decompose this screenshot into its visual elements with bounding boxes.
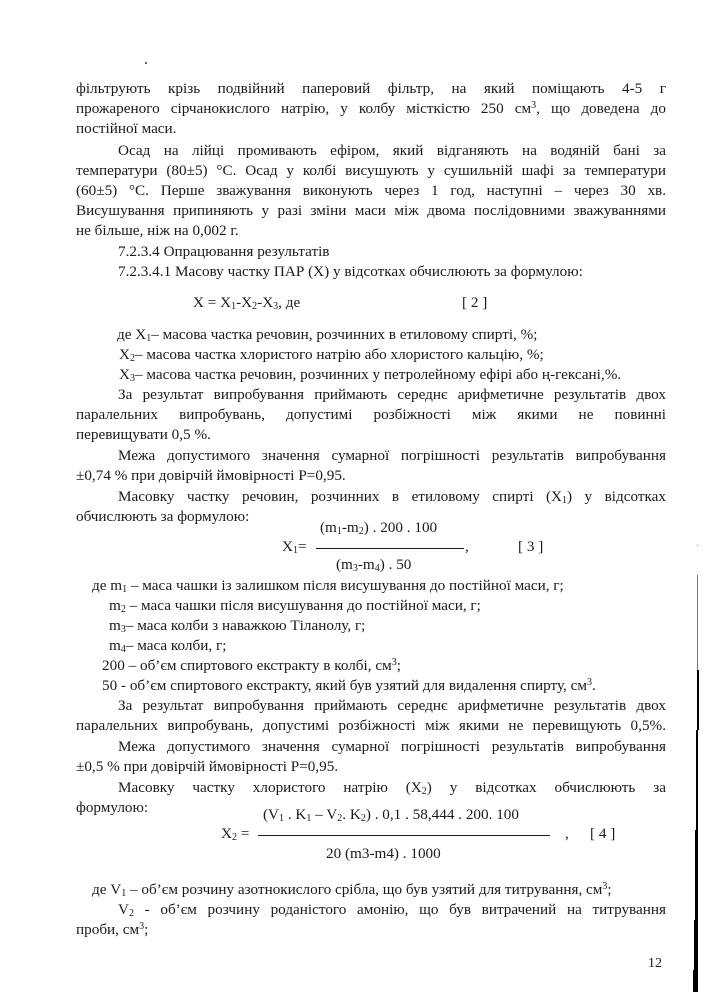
formula-2: $Х = Х_1-Х_2-Х_3$, де xyxy=(193,294,301,312)
fraction-bar xyxy=(258,835,550,836)
definition-m1: де $m_1$ – маса чашки із залишком після висушування до постійної маси, г; xyxy=(92,577,564,595)
text-line: 7.2.3.4.1 Масову частку ПАР (Х) у відсотках обчислюють за формулою: xyxy=(118,263,583,280)
scan-edge-shadow xyxy=(693,970,698,992)
definition-v2: $V_2$ - об’єм розчину роданістого амонію, що був витрачений на титрування xyxy=(118,901,667,919)
text-line: не більше, ніж на 0,002 г. xyxy=(76,222,239,239)
definition-50: 50 - об’єм спиртового екстракту, який був узятий для видалення спирту, $см^3$. xyxy=(102,677,596,694)
text-line: формулою: xyxy=(76,799,149,816)
formula-3-numerator: $(m_1-m_2)$ . 200 . 100 xyxy=(320,519,438,537)
text-line: температури (80±5) °С. Осад у колбі висушують у сушильній шафі за температури xyxy=(76,162,666,179)
fraction-bar xyxy=(316,548,464,549)
text-line: ±0,5 % при довірчій ймовірності Р=0,95. xyxy=(76,758,339,775)
formula-4-denominator: 20 (m3-m4) . 1000 xyxy=(326,845,441,862)
scan-edge-line xyxy=(697,575,698,670)
scan-edge-shadow xyxy=(694,920,698,970)
formula-4-numerator: ($V_1$ . $K_1 - V_2$. $K_2$) . 0,1 . 58,444 . 200. 100 xyxy=(263,806,519,824)
definition-m3: $m_3-$ маса колби з наважкою Тіланолу, г; xyxy=(109,617,366,635)
text-line: Масовку частку речовин, розчинних в етиловому спирті $(Х_1)$ у відсотках xyxy=(118,488,666,506)
formula-4-lhs: $Х_2$ = xyxy=(221,825,250,843)
text-line: Межа допустимого значення сумарної погрішності результатів випробування xyxy=(118,738,666,755)
definition-v1: де $V_1$ – об’єм розчину азотнокислого срібла, що був узятий для титрування, $см^3$; xyxy=(92,881,612,899)
formula-3-lhs: $Х_1=$ xyxy=(282,538,307,556)
section-heading: 7.2.3.4 Опрацювання результатів xyxy=(118,243,330,260)
text-line: паралельних випробувань, допустимі розбіжності між якими не повинні xyxy=(76,406,666,423)
formula-2-label: [ 2 ] xyxy=(462,294,488,311)
definition-x1: де $Х_1-$ масова частка речовин, розчинних в етиловому спирті, %; xyxy=(117,326,538,344)
scan-edge-speck xyxy=(697,545,698,546)
text-line: ±0,74 % при довірчій ймовірності Р=0,95. xyxy=(76,467,346,484)
definition-x2: $Х_2-$ масова частка хлористого натрію або хлористого кальцію, %; xyxy=(119,346,544,364)
text-line: постійної маси. xyxy=(76,120,177,137)
text-line: обчислюють за формулою: xyxy=(76,508,250,525)
definition-x3: $Х_3-$ масова частка речовин, розчинних у петролейному ефірі або ң-гексані,%. xyxy=(119,366,622,384)
text-line: Висушування припиняють у разі зміни маси між двома послідовними зважуваннями xyxy=(76,202,666,219)
scan-edge-shadow xyxy=(695,830,698,920)
definition-200: 200 – об’єм спиртового екстракту в колбі, $см^3$; xyxy=(102,657,401,674)
formula-4-comma: , xyxy=(565,825,569,842)
text-line: фільтрують крізь подвійний паперовий фільтр, на який поміщають 4-5 г xyxy=(76,80,666,97)
text-line: перевищувати 0,5 %. xyxy=(76,426,211,443)
formula-3-denominator: $(m_3-m_4)$ . 50 xyxy=(336,556,412,574)
text-line: Масовку частку хлористого натрію $(Х_2)$ у відсотках обчислюють за xyxy=(118,779,666,797)
text-line: прожареного сірчанокислого натрію, у колбу місткістю 250 $см^3$, що доведена до xyxy=(76,100,666,117)
formula-4-label: [ 4 ] xyxy=(590,825,616,842)
scan-edge-shadow xyxy=(697,670,699,730)
text-line: (60±5) °С. Перше зважування виконують через 1 год, наступні – через 30 хв. xyxy=(76,182,666,199)
text-line: Межа допустимого значення сумарної погрішності результатів випробування xyxy=(118,447,666,464)
text-line: паралельних випробувань, допустимі розбіжності між якими не перевищують 0,5%. xyxy=(76,717,666,734)
scan-speck xyxy=(145,62,147,64)
page-number: 12 xyxy=(648,956,662,971)
scan-edge-shadow xyxy=(696,730,698,830)
formula-3-comma: , xyxy=(465,538,469,555)
text-line: За результат випробування приймають середнє арифметичне результатів двох xyxy=(118,386,666,403)
formula-3-label: [ 3 ] xyxy=(518,538,544,555)
text-line: За результат випробування приймають середнє арифметичне результатів двох xyxy=(118,697,666,714)
definition-m4: $m_4-$ маса колби, г; xyxy=(109,637,227,655)
definition-m2: $m_2$ – маса чашки після висушування до постійної маси, г; xyxy=(109,597,481,615)
definition-v2-cont: проби, $см^3$; xyxy=(76,921,149,938)
text-line: Осад на лійці промивають ефіром, який відганяють на водяній бані за xyxy=(118,142,666,159)
